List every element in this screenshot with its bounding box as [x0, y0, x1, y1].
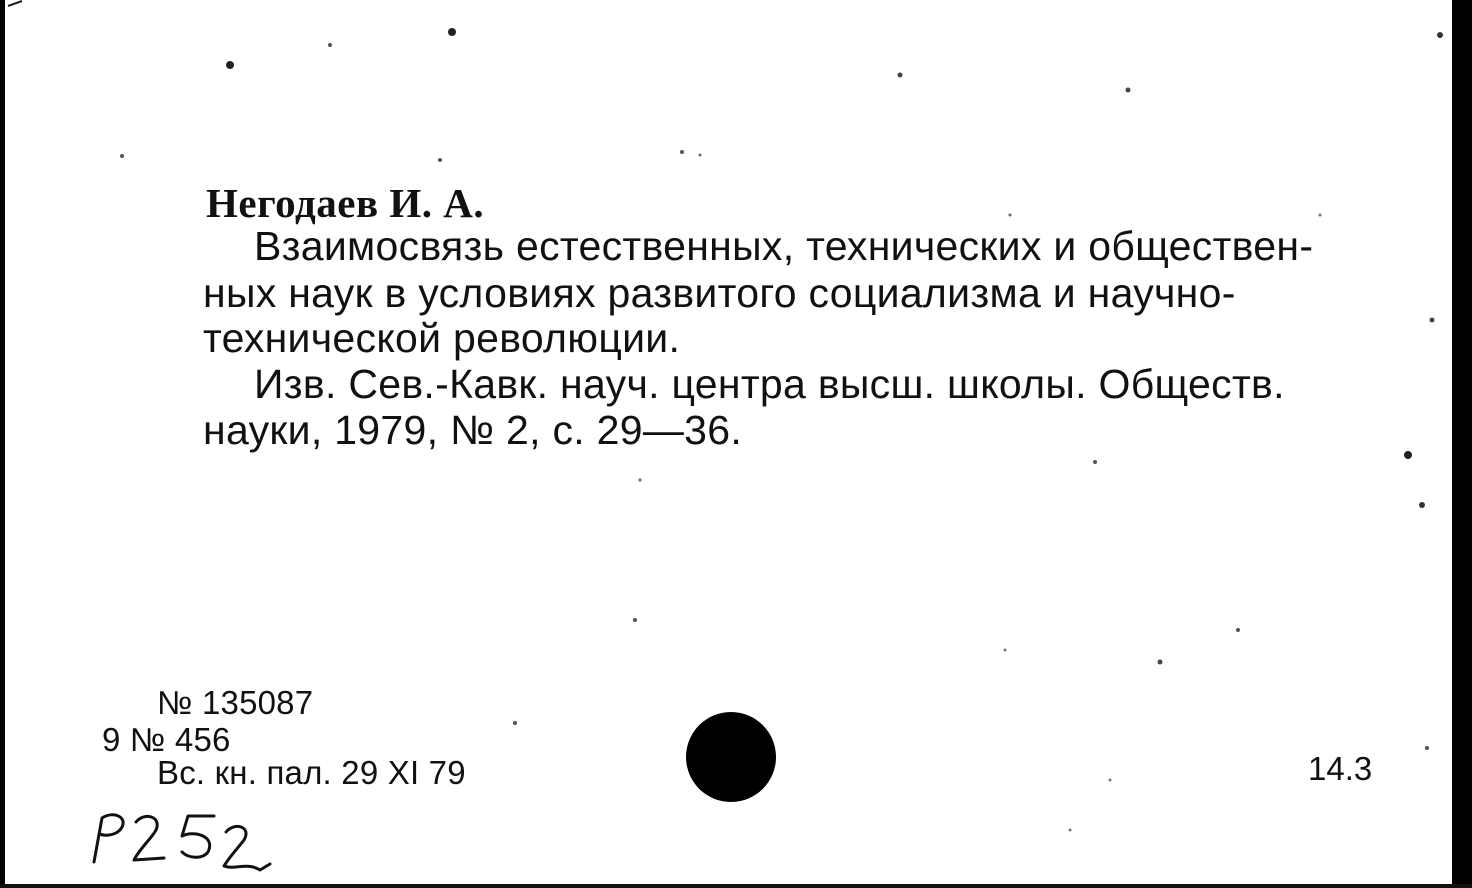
title-line: технической революции. [203, 315, 681, 361]
source-line: науки, 1979, № 2, с. 29—36. [203, 407, 743, 453]
accession-number: № 135087 [157, 684, 314, 721]
title-line: ных наук в условиях развитого социализма и научно- [203, 270, 1236, 316]
source-line: Изв. Сев.-Кавк. науч. центра высш. школы. Обществ. [254, 361, 1285, 407]
author-name: Негодаев И. А. [206, 180, 485, 226]
book-chamber-stamp: Вс. кн. пал. 29 XI 79 [157, 754, 466, 791]
title-line: Взаимосвязь естественных, технических и обществен- [254, 223, 1314, 269]
punch-hole [686, 712, 776, 802]
classification-code: 14.3 [1308, 750, 1373, 787]
handwritten-mark [84, 800, 294, 880]
issue-number: 9 № 456 [102, 721, 231, 758]
